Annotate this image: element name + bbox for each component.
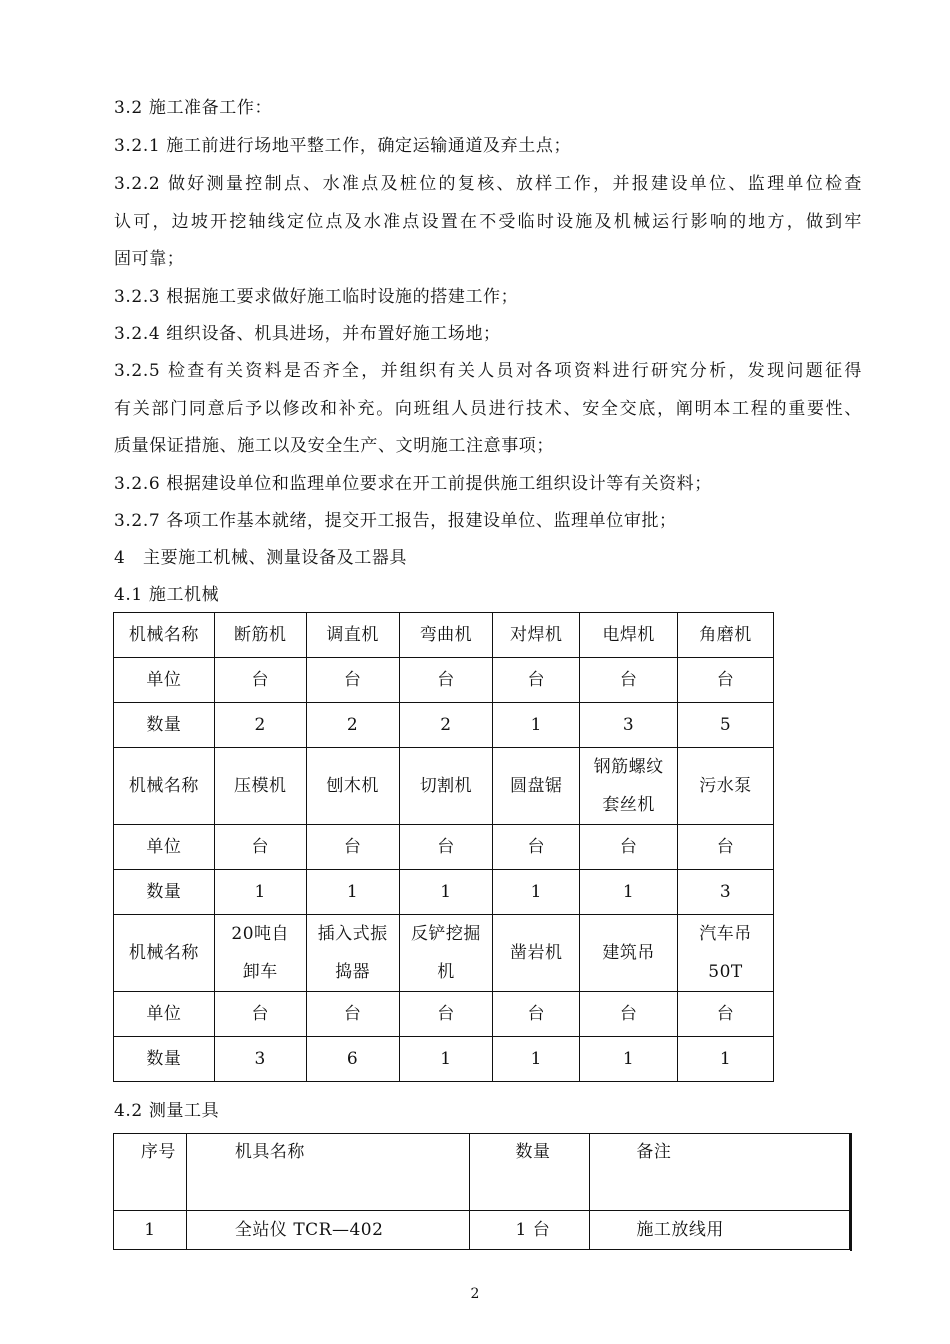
machine-name-cell: 角磨机 — [678, 613, 774, 658]
row-label-unit: 单位 — [114, 992, 215, 1037]
unit-cell: 台 — [399, 825, 493, 870]
qty-cell: 3 — [214, 1037, 306, 1082]
section-heading-4: 4 主要施工机械、测量设备及工器具 — [114, 548, 408, 568]
unit-cell: 台 — [493, 825, 580, 870]
para-3-2-2-line1: 3.2.2 做好测量控制点、水准点及桩位的复核、放样工作，并报建设单位、监理单位检查 — [114, 174, 862, 194]
header-serial-label: 序号 — [140, 1142, 176, 1162]
unit-cell: 台 — [493, 992, 580, 1037]
table-right-double-border — [850, 1133, 852, 1251]
section-heading-4-2: 4.2 测量工具 — [114, 1101, 220, 1121]
header-tool-name: 机具名称 — [186, 1134, 469, 1211]
quantity-cell: 1 台 — [469, 1211, 590, 1250]
row-label-qty: 数量 — [114, 1037, 215, 1082]
table-header-row — [114, 1134, 850, 1211]
machine-name-cell: 压模机 — [214, 748, 306, 825]
para-3-2-5-line2: 有关部门同意后予以修改和补充。向班组人员进行技术、安全交底，阐明本工程的重要性、 — [114, 399, 862, 419]
machine-name-cell: 汽车吊50T — [678, 915, 774, 992]
unit-cell: 台 — [214, 992, 306, 1037]
qty-cell: 6 — [306, 1037, 399, 1082]
unit-cell: 台 — [493, 658, 580, 703]
machine-name-cell: 反铲挖掘机 — [399, 915, 493, 992]
machine-name-cell: 钢筋螺纹套丝机 — [580, 748, 678, 825]
unit-cell: 台 — [678, 825, 774, 870]
machine-name-cell: 20吨自卸车 — [214, 915, 306, 992]
qty-cell: 1 — [678, 1037, 774, 1082]
para-3-2-2-line3: 固可靠； — [114, 249, 185, 269]
para-3-2-4: 3.2.4 组织设备、机具进场，并布置好施工场地； — [114, 324, 501, 344]
header-serial — [114, 1134, 187, 1211]
qty-cell: 1 — [580, 870, 678, 915]
table-row — [114, 1037, 774, 1082]
unit-cell: 台 — [580, 825, 678, 870]
machinery-table — [113, 612, 774, 1082]
unit-cell: 台 — [306, 992, 399, 1037]
unit-cell: 台 — [214, 658, 306, 703]
serial-cell: 1 — [114, 1211, 187, 1250]
machine-name-cell: 对焊机 — [493, 613, 580, 658]
qty-cell: 3 — [580, 703, 678, 748]
machine-name-cell: 电焊机 — [580, 613, 678, 658]
qty-cell: 2 — [306, 703, 399, 748]
machine-name-cell: 圆盘锯 — [493, 748, 580, 825]
row-label-name: 机械名称 — [114, 613, 215, 658]
unit-cell: 台 — [580, 992, 678, 1037]
tools-table — [113, 1133, 850, 1250]
qty-cell: 3 — [678, 870, 774, 915]
table-row — [114, 658, 774, 703]
row-label-unit: 单位 — [114, 658, 215, 703]
table-row — [114, 915, 774, 992]
row-label-unit: 单位 — [114, 825, 215, 870]
qty-cell: 1 — [306, 870, 399, 915]
machine-name-cell: 刨木机 — [306, 748, 399, 825]
table-row — [114, 613, 774, 658]
qty-cell: 1 — [493, 1037, 580, 1082]
para-3-2: 3.2 施工准备工作： — [114, 98, 273, 118]
machine-name-cell: 调直机 — [306, 613, 399, 658]
machine-name-cell: 切割机 — [399, 748, 493, 825]
table-row — [114, 825, 774, 870]
row-label-name: 机械名称 — [114, 748, 215, 825]
section-heading-4-1: 4.1 施工机械 — [114, 585, 220, 605]
qty-cell: 2 — [214, 703, 306, 748]
qty-cell: 1 — [493, 870, 580, 915]
para-3-2-6: 3.2.6 根据建设单位和监理单位要求在开工前提供施工组织设计等有关资料； — [114, 474, 712, 494]
table-row — [114, 870, 774, 915]
unit-cell: 台 — [306, 658, 399, 703]
qty-cell: 5 — [678, 703, 774, 748]
para-3-2-2-line2: 认可，边坡开挖轴线定位点及水准点设置在不受临时设施及机械运行影响的地方，做到牢 — [114, 212, 862, 232]
qty-cell: 1 — [399, 870, 493, 915]
unit-cell: 台 — [399, 658, 493, 703]
para-3-2-7: 3.2.7 各项工作基本就绪，提交开工报告，报建设单位、监理单位审批； — [114, 511, 677, 531]
header-remark: 备注 — [590, 1134, 850, 1211]
machine-name-cell: 凿岩机 — [493, 915, 580, 992]
machine-name-cell: 断筋机 — [214, 613, 306, 658]
page-number: 2 — [470, 1286, 480, 1302]
machine-name-cell: 建筑吊 — [580, 915, 678, 992]
qty-cell: 1 — [493, 703, 580, 748]
row-label-qty: 数量 — [114, 870, 215, 915]
remark-cell: 施工放线用 — [590, 1211, 850, 1250]
unit-cell: 台 — [678, 992, 774, 1037]
machine-name-cell: 污水泵 — [678, 748, 774, 825]
table-row — [114, 992, 774, 1037]
qty-cell: 1 — [399, 1037, 493, 1082]
header-quantity: 数量 — [469, 1134, 590, 1211]
table-row — [114, 748, 774, 825]
para-3-2-3: 3.2.3 根据施工要求做好施工临时设施的搭建工作； — [114, 287, 519, 307]
para-3-2-5-line1: 3.2.5 检查有关资料是否齐全，并组织有关人员对各项资料进行研究分析，发现问题征得 — [114, 361, 862, 381]
row-label-name: 机械名称 — [114, 915, 215, 992]
unit-cell: 台 — [214, 825, 306, 870]
para-3-2-5-line3: 质量保证措施、施工以及安全生产、文明施工注意事项； — [114, 436, 554, 456]
unit-cell: 台 — [678, 658, 774, 703]
row-label-qty: 数量 — [114, 703, 215, 748]
unit-cell: 台 — [306, 825, 399, 870]
unit-cell: 台 — [399, 992, 493, 1037]
machine-name-cell: 弯曲机 — [399, 613, 493, 658]
machine-name-cell: 插入式振捣器 — [306, 915, 399, 992]
tool-name-cell: 全站仪 TCR—402 — [186, 1211, 469, 1250]
qty-cell: 1 — [214, 870, 306, 915]
para-3-2-1: 3.2.1 施工前进行场地平整工作，确定运输通道及弃土点； — [114, 136, 572, 156]
qty-cell: 1 — [580, 1037, 678, 1082]
qty-cell: 2 — [399, 703, 493, 748]
unit-cell: 台 — [580, 658, 678, 703]
table-row — [114, 703, 774, 748]
table-row — [114, 1211, 850, 1250]
